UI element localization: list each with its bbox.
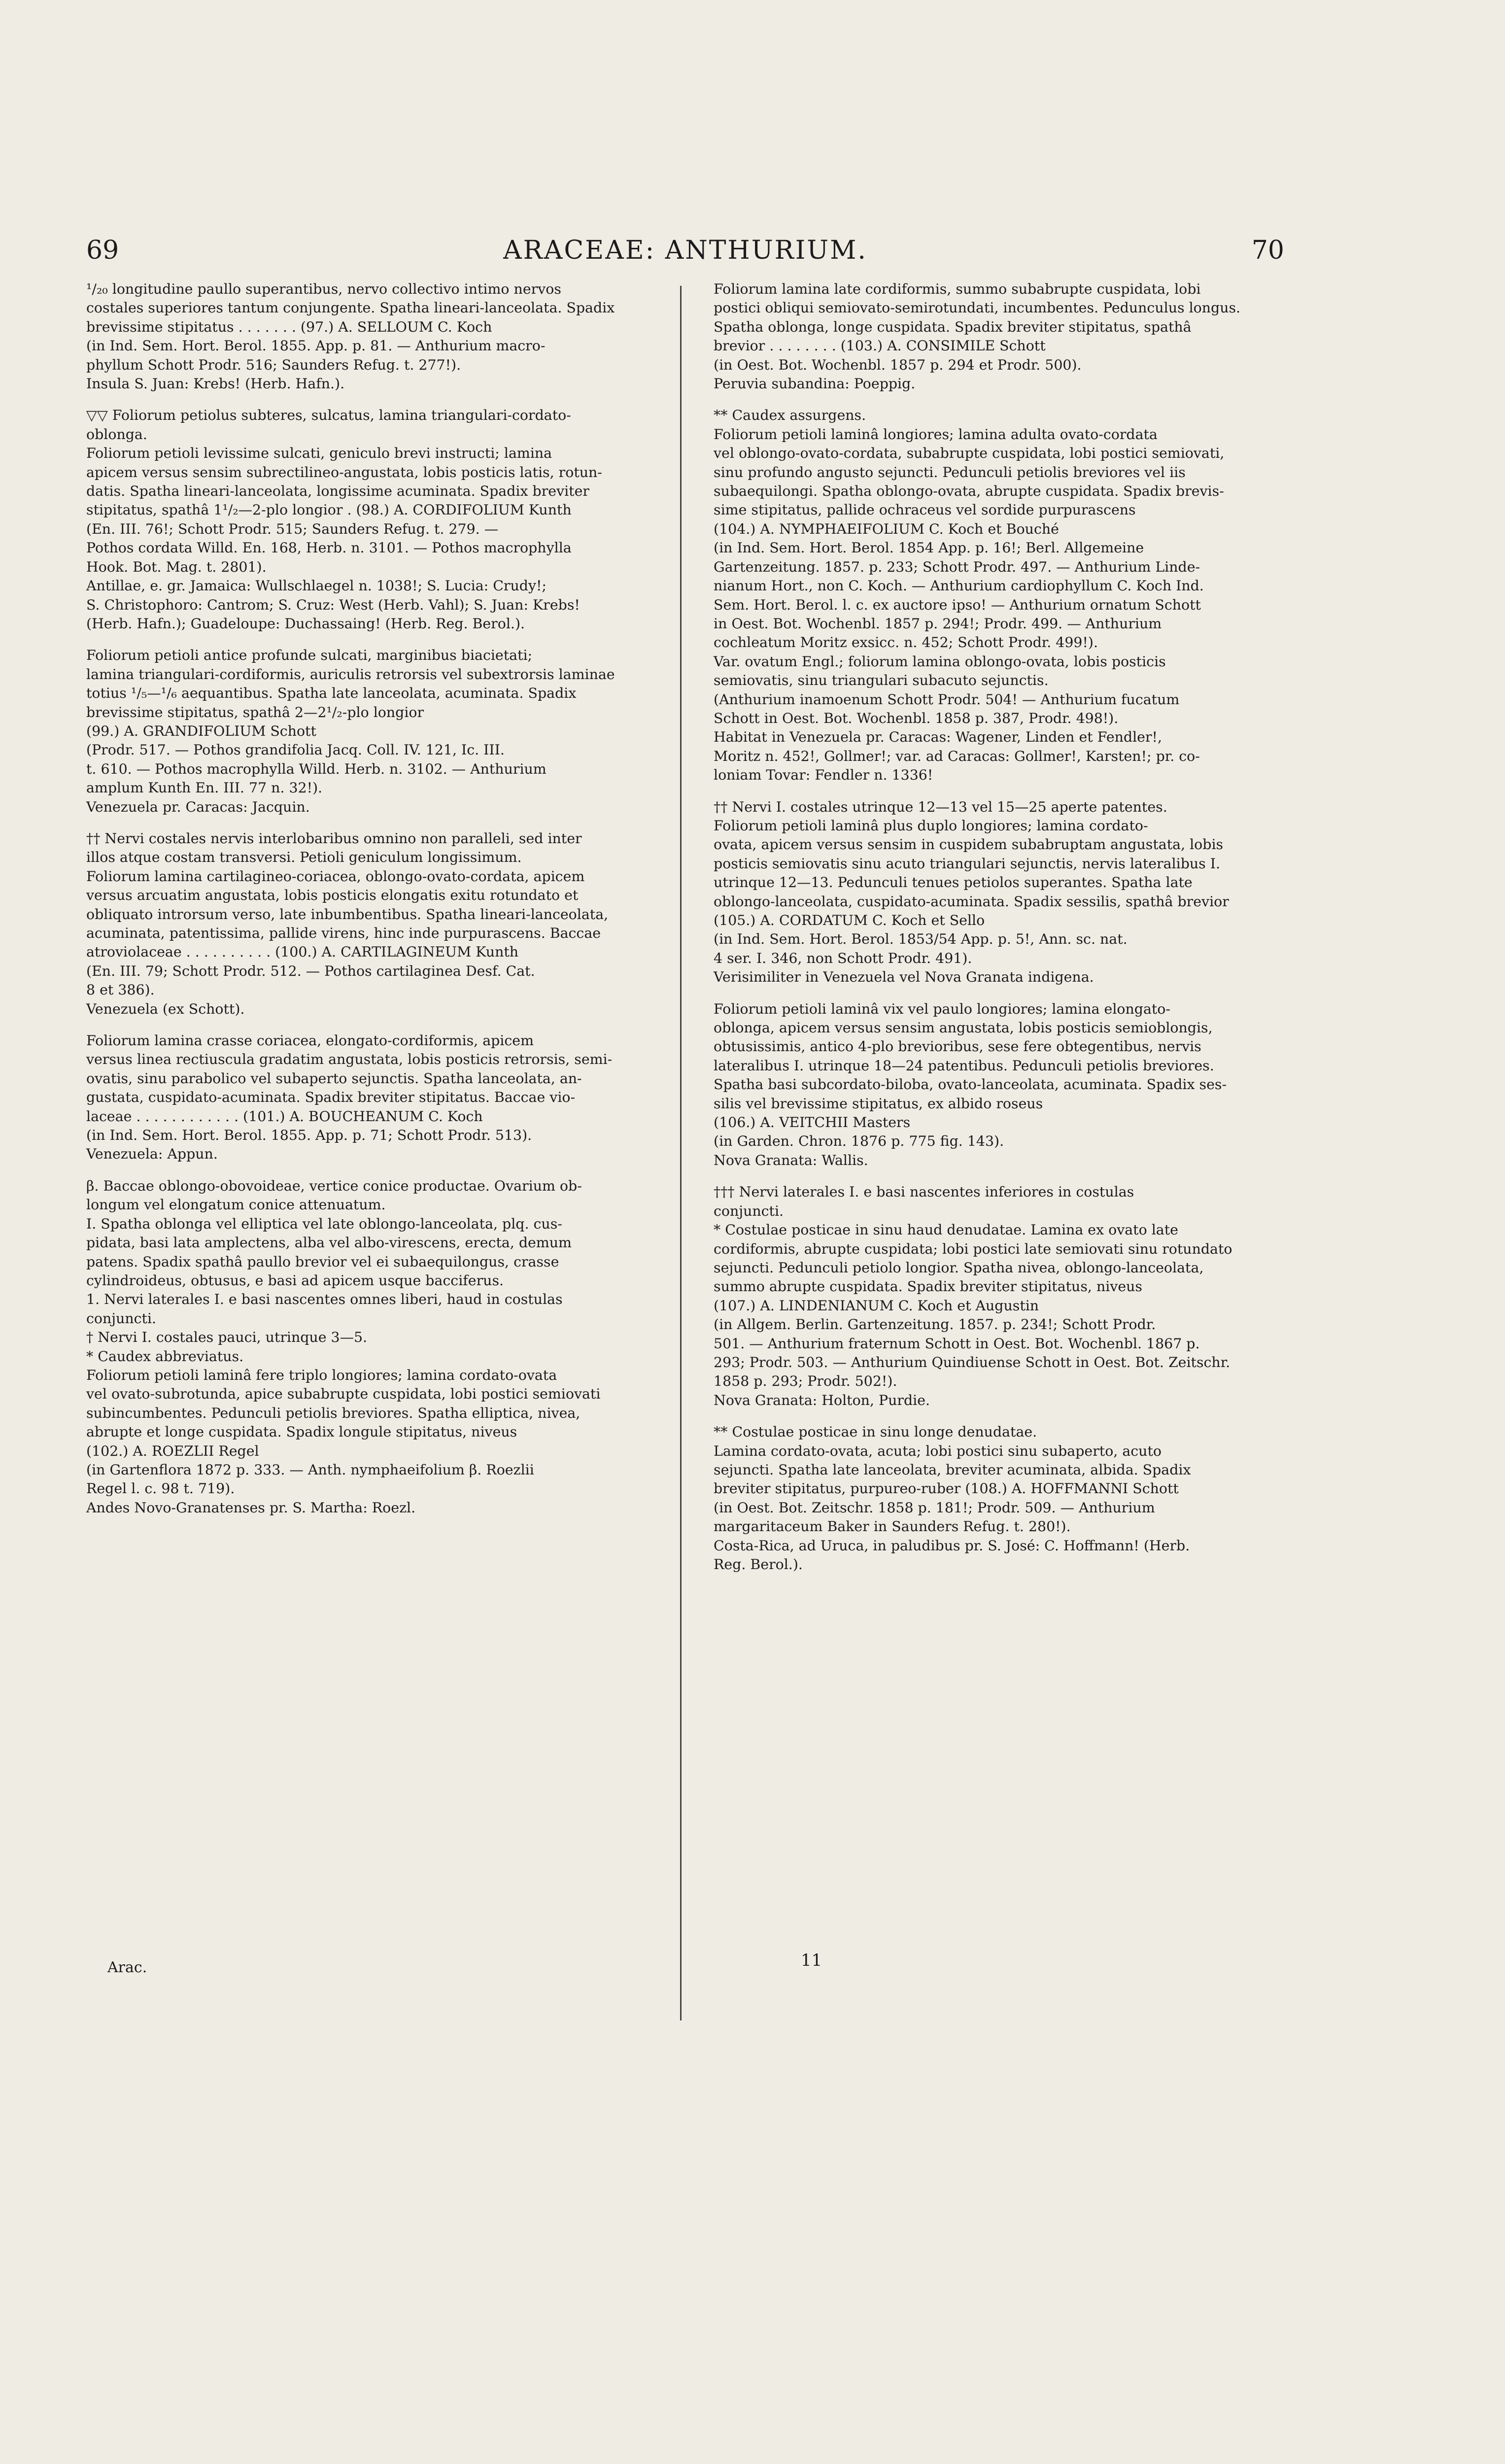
text-line: illos atque costam transversi. Petioli geniculum longissimum. (86, 849, 522, 866)
text-line: Spatha oblonga, longe cuspidata. Spadix breviter stipitatus, spathâ (714, 318, 1192, 335)
text-line: acuminata, patentissima, pallide virens, hinc inde purpurascens. Baccae (86, 925, 601, 941)
text-line: (in Ind. Sem. Hort. Berol. 1855. App. p. 71; Schott Prodr. 513). (86, 1127, 532, 1144)
text-line: oblonga. (86, 426, 147, 443)
paragraph-gap (714, 1410, 1285, 1423)
text-line: (102.) A. ROEZLII Regel (86, 1442, 259, 1459)
text-line: ¹/₂₀ longitudine paullo superantibus, nervo collectivo intimo nervos (86, 281, 561, 297)
text-line: 501. — Anthurium fraternum Schott in Oest. Bot. Wochenbl. 1867 p. (714, 1335, 1200, 1352)
right-column (714, 280, 1285, 1574)
text-line: conjuncti. (86, 1310, 157, 1327)
text-line: longum vel elongatum conice attenuatum. (86, 1197, 386, 1213)
text-line: brevior . . . . . . . . (103.) A. CONSIMILE Schott (714, 338, 1046, 354)
text-line: (107.) A. LINDENIANUM C. Koch et Augustin (714, 1297, 1039, 1314)
text-line: apicem versus sensim subrectilineo-angustata, lobis posticis latis, rotun- (86, 464, 602, 480)
text-line: versus linea rectiuscula gradatim angustata, lobis posticis retrorsis, semi- (86, 1051, 613, 1068)
paragraph-gap (86, 633, 658, 646)
text-line: (in Ind. Sem. Hort. Berol. 1854 App. p. 16!; Berl. Allgemeine (714, 540, 1144, 556)
paragraph-gap (714, 393, 1285, 406)
text-line: Antillae, e. gr. Jamaica: Wullschlaegel n. 1038!; S. Lucia: Crudy!; (86, 578, 547, 594)
text-line: ††† Nervi laterales I. e basi nascentes inferiores in costulas (714, 1184, 1134, 1200)
text-line: totius ¹/₅—¹/₆ aequantibus. Spatha late lanceolata, acuminata. Spadix (86, 685, 577, 702)
text-line: (in Gartenflora 1872 p. 333. — Anth. nymphaeifolium β. Roezlii (86, 1461, 534, 1478)
text-line: Venezuela (ex Schott). (86, 1000, 245, 1017)
text-line: sejuncti. Spatha late lanceolata, breviter acuminata, albida. Spadix (714, 1461, 1191, 1478)
text-line: Foliorum petioli laminâ longiores; lamina adulta ovato-cordata (714, 426, 1158, 443)
text-line: posticis semiovatis sinu acuto triangulari sejunctis, nervis lateralibus I. (714, 855, 1220, 872)
text-line: ovatis, sinu parabolico vel subaperto sejunctis. Spatha lanceolata, an- (86, 1070, 582, 1087)
text-line: (Herb. Hafn.); Guadeloupe: Duchassaing! (Herb. Reg. Berol.). (86, 615, 525, 632)
paragraph-gap (714, 987, 1285, 1000)
text-line: sinu profundo angusto sejuncti. Pedunculi petiolis breviores vel iis (714, 464, 1186, 480)
paragraph-gap (86, 1019, 658, 1031)
text-line: 8 et 386). (86, 982, 155, 998)
text-line: Sem. Hort. Berol. l. c. ex auctore ipso! — Anthurium ornatum Schott (714, 596, 1201, 613)
column-divider (680, 286, 682, 2020)
text-line: Nova Granata: Wallis. (714, 1152, 868, 1168)
text-line: breviter stipitatus, purpureo-ruber (108.) A. HOFFMANNI Schott (714, 1480, 1179, 1497)
left-column (86, 280, 658, 1517)
text-line: Andes Novo-Granatenses pr. S. Martha: Roezl. (86, 1499, 416, 1516)
text-line: Spatha basi subcordato-biloba, ovato-lanceolata, acuminata. Spadix ses- (714, 1076, 1227, 1093)
text-line: subincumbentes. Pedunculi petiolis breviores. Spatha elliptica, nivea, (86, 1404, 581, 1421)
text-line: 1858 p. 293; Prodr. 502!). (714, 1373, 897, 1390)
text-line: Peruvia subandina: Poeppig. (714, 376, 916, 392)
text-line: brevissime stipitatus . . . . . . . (97.) A. SELLOUM C. Koch (86, 318, 492, 335)
text-line: laceae . . . . . . . . . . . . (101.) A. BOUCHEANUM C. Koch (86, 1108, 483, 1125)
text-line: pidata, basi lata amplectens, alba vel albo-virescens, erecta, demum (86, 1234, 572, 1251)
text-line: amplum Kunth En. III. 77 n. 32!). (86, 780, 323, 796)
text-line: †† Nervi costales nervis interlobaribus omnino non paralleli, sed inter (86, 830, 582, 847)
text-line: (En. III. 76!; Schott Prodr. 515; Saunders Refug. t. 279. — (86, 520, 499, 537)
text-line: †† Nervi I. costales utrinque 12—13 vel 15—25 aperte patentes. (714, 798, 1167, 815)
text-line: vel ovato-subrotunda, apice subabrupte cuspidata, lobi postici semiovati (86, 1386, 601, 1403)
text-line: patens. Spadix spathâ paullo brevior vel ei subaequilongus, crasse (86, 1253, 559, 1270)
signature-mark: 11 (801, 1951, 822, 1970)
paragraph-gap (86, 817, 658, 829)
paragraph-gap (714, 1170, 1285, 1183)
text-line: margaritaceum Baker in Saunders Refug. t. 280!). (714, 1518, 1071, 1535)
text-line: ** Caudex assurgens. (714, 407, 866, 424)
text-line: Insula S. Juan: Krebs! (Herb. Hafn.). (86, 376, 345, 392)
text-line: (in Oest. Bot. Zeitschr. 1858 p. 181!; Prodr. 509. — Anthurium (714, 1499, 1155, 1516)
paragraph-gap (714, 785, 1285, 798)
text-line: datis. Spatha lineari-lanceolata, longissime acuminata. Spadix breviter (86, 483, 589, 500)
catchword: Arac. (107, 1959, 147, 1976)
text-line: Foliorum petioli levissime sulcati, geniculo brevi instructi; lamina (86, 445, 552, 462)
text-line: * Caudex abbreviatus. (86, 1348, 244, 1365)
text-line: Venezuela: Appun. (86, 1146, 218, 1163)
text-line: Venezuela pr. Caracas: Jacquin. (86, 798, 310, 815)
text-line: (in Allgem. Berlin. Gartenzeitung. 1857. p. 234!; Schott Prodr. (714, 1316, 1156, 1333)
text-line: obtusissimis, antico 4-plo brevioribus, sese fere obtegentibus, nervis (714, 1038, 1201, 1055)
text-line: Moritz n. 452!, Gollmer!; var. ad Caracas: Gollmer!, Karsten!; pr. co- (714, 748, 1200, 764)
text-line: 4 ser. I. 346, non Schott Prodr. 491). (714, 950, 972, 966)
text-line: Foliorum lamina crasse coriacea, elongato-cordiformis, apicem (86, 1032, 534, 1049)
text-line: Foliorum petioli antice profunde sulcati, marginibus biacietati; (86, 647, 533, 664)
text-line: abrupte et longe cuspidata. Spadix longule stipitatus, niveus (86, 1424, 517, 1440)
text-line: cochleatum Moritz exsicc. n. 452; Schott Prodr. 499!). (714, 634, 1098, 651)
text-line: nianum Hort., non C. Koch. — Anthurium cardiophyllum C. Koch Ind. (714, 578, 1204, 594)
text-line: (Prodr. 517. — Pothos grandifolia Jacq. Coll. IV. 121, Ic. III. (86, 742, 505, 758)
text-line: ** Costulae posticae in sinu longe denudatae. (714, 1424, 1037, 1440)
text-line: β. Baccae oblongo-obovoideae, vertice conice productae. Ovarium ob- (86, 1177, 582, 1194)
paragraph-gap (86, 1164, 658, 1177)
text-line: Foliorum petioli laminâ fere triplo longiores; lamina cordato-ovata (86, 1367, 557, 1383)
text-line: subaequilongi. Spatha oblongo-ovata, abrupte cuspidata. Spadix brevis- (714, 483, 1224, 500)
text-line: atroviolaceae . . . . . . . . . . (100.) A. CARTILAGINEUM Kunth (86, 944, 519, 960)
text-line: oblongo-lanceolata, cuspidato-acuminata. Spadix sessilis, spathâ brevior (714, 893, 1229, 910)
text-line: postici obliqui semiovato-semirotundati, incumbentes. Pedunculus longus. (714, 300, 1241, 316)
text-line: Reg. Berol.). (714, 1556, 803, 1573)
text-line: (Anthurium inamoenum Schott Prodr. 504! — Anthurium fucatum (714, 691, 1180, 708)
text-line: I. Spatha oblonga vel elliptica vel late oblongo-lanceolata, plq. cus- (86, 1215, 562, 1232)
text-line: in Oest. Bot. Wochenbl. 1857 p. 294!; Prodr. 499. — Anthurium (714, 615, 1162, 632)
running-title: ARACEAE: ANTHURIUM. (503, 236, 867, 265)
text-line: versus arcuatim angustata, lobis posticis elongatis exitu rotundato et (86, 887, 579, 904)
text-line: Pothos cordata Willd. En. 168, Herb. n. 3101. — Pothos macrophylla (86, 540, 572, 556)
text-line: Nova Granata: Holton, Purdie. (714, 1392, 930, 1408)
text-line: sime stipitatus, pallide ochraceus vel sordide purpurascens (714, 502, 1136, 518)
text-line: (in Ind. Sem. Hort. Berol. 1855. App. p. 81. — Anthurium macro- (86, 338, 546, 354)
text-line: silis vel brevissime stipitatus, ex albido roseus (714, 1095, 1043, 1112)
text-line: S. Christophoro: Cantrom; S. Cruz: West (Herb. Vahl); S. Juan: Krebs! (86, 596, 580, 613)
text-line: summo abrupte cuspidata. Spadix breviter stipitatus, niveus (714, 1278, 1143, 1295)
text-line: vel oblongo-ovato-cordata, subabrupte cuspidata, lobi postici semiovati, (714, 445, 1225, 462)
text-line: cordiformis, abrupte cuspidata; lobi postici late semiovati sinu rotundato (714, 1240, 1232, 1257)
text-line: brevissime stipitatus, spathâ 2—2¹/₂-plo longior (86, 704, 424, 720)
text-line: Hook. Bot. Mag. t. 2801). (86, 558, 267, 575)
text-line: (in Oest. Bot. Wochenbl. 1857 p. 294 et Prodr. 500). (714, 356, 1082, 373)
text-line: † Nervi I. costales pauci, utrinque 3—5. (86, 1329, 368, 1346)
text-line: 293; Prodr. 503. — Anthurium Quindiuense Schott in Oest. Bot. Zeitschr. (714, 1354, 1231, 1370)
text-line: cylindroideus, obtusus, e basi ad apicem usque bacciferus. (86, 1272, 504, 1289)
text-line: oblonga, apicem versus sensim angustata, lobis posticis semioblongis, (714, 1020, 1213, 1036)
text-line: Foliorum petioli laminâ vix vel paulo longiores; lamina elongato- (714, 1000, 1170, 1017)
text-line: lamina triangulari-cordiformis, auriculis retrorsis vel subextrorsis laminae (86, 666, 615, 683)
text-line: Schott in Oest. Bot. Wochenbl. 1858 p. 387, Prodr. 498!). (714, 710, 1119, 726)
text-line: gustata, cuspidato-acuminata. Spadix breviter stipitatus. Baccae vio- (86, 1089, 576, 1106)
text-line: stipitatus, spathâ 1¹/₂—2-plo longior . (98.) A. CORDIFOLIUM Kunth (86, 502, 572, 518)
running-header (86, 236, 1284, 275)
text-line: Foliorum lamina cartilagineo-coriacea, oblongo-ovato-cordata, apicem (86, 868, 585, 885)
text-line: (104.) A. NYMPHAEIFOLIUM C. Koch et Bouché (714, 520, 1059, 537)
text-line: conjuncti. (714, 1202, 784, 1219)
text-line: utrinque 12—13. Pedunculi tenues petiolos superantes. Spatha late (714, 874, 1193, 891)
text-line: Regel l. c. 98 t. 719). (86, 1480, 235, 1497)
text-line: Foliorum petioli laminâ plus duplo longiores; lamina cordato- (714, 817, 1148, 834)
text-line: sejuncti. Pedunculi petiolo longior. Spatha nivea, oblongo-lanceolata, (714, 1259, 1204, 1276)
text-line: * Costulae posticae in sinu haud denudatae. Lamina ex ovato late (714, 1222, 1178, 1238)
text-line: costales superiores tantum conjungente. Spatha lineari-lanceolata. Spadix (86, 300, 615, 316)
text-line: phyllum Schott Prodr. 516; Saunders Refug. t. 277!). (86, 356, 461, 373)
text-line: (En. III. 79; Schott Prodr. 512. — Pothos cartilaginea Desf. Cat. (86, 962, 535, 979)
text-line: ovata, apicem versus sensim in cuspidem subabruptam angustata, lobis (714, 836, 1224, 853)
page-number-right: 70 (1251, 236, 1284, 265)
page-number-left: 69 (86, 236, 119, 265)
text-line: (106.) A. VEITCHII Masters (714, 1114, 911, 1131)
text-line: (in Garden. Chron. 1876 p. 775 fig. 143). (714, 1133, 1004, 1150)
text-line: (in Ind. Sem. Hort. Berol. 1853/54 App. p. 5!, Ann. sc. nat. (714, 931, 1128, 948)
text-line: Gartenzeitung. 1857. p. 233; Schott Prodr. 497. — Anthurium Linde- (714, 558, 1200, 575)
text-line: Costa-Rica, ad Uruca, in paludibus pr. S. José: C. Hoffmann! (Herb. (714, 1537, 1190, 1554)
text-line: ▽▽ Foliorum petiolus subteres, sulcatus, lamina triangulari-cordato- (86, 407, 571, 424)
text-line: (99.) A. GRANDIFOLIUM Schott (86, 722, 316, 739)
text-line: Lamina cordato-ovata, acuta; lobi postici sinu subaperto, acuto (714, 1442, 1162, 1459)
paragraph-gap (86, 393, 658, 406)
text-line: 1. Nervi laterales I. e basi nascentes omnes liberi, haud in costulas (86, 1291, 563, 1308)
text-line: semiovatis, sinu triangulari subacuto sejunctis. (714, 672, 1049, 689)
text-line: Var. ovatum Engl.; foliorum lamina oblongo-ovata, lobis posticis (714, 653, 1166, 670)
text-line: lateralibus I. utrinque 18—24 patentibus. Pedunculi petiolis breviores. (714, 1057, 1214, 1074)
text-line: t. 610. — Pothos macrophylla Willd. Herb. n. 3102. — Anthurium (86, 760, 547, 777)
text-line: Foliorum lamina late cordiformis, summo subabrupte cuspidata, lobi (714, 281, 1201, 297)
text-line: Habitat in Venezuela pr. Caracas: Wagener, Linden et Fendler!, (714, 729, 1162, 746)
text-line: loniam Tovar: Fendler n. 1336! (714, 767, 933, 784)
text-line: Verisimiliter in Venezuela vel Nova Granata indigena. (714, 969, 1094, 986)
text-line: (105.) A. CORDATUM C. Koch et Sello (714, 912, 985, 928)
text-line: obliquato introrsum verso, late inbumbentibus. Spatha lineari-lanceolata, (86, 906, 609, 923)
